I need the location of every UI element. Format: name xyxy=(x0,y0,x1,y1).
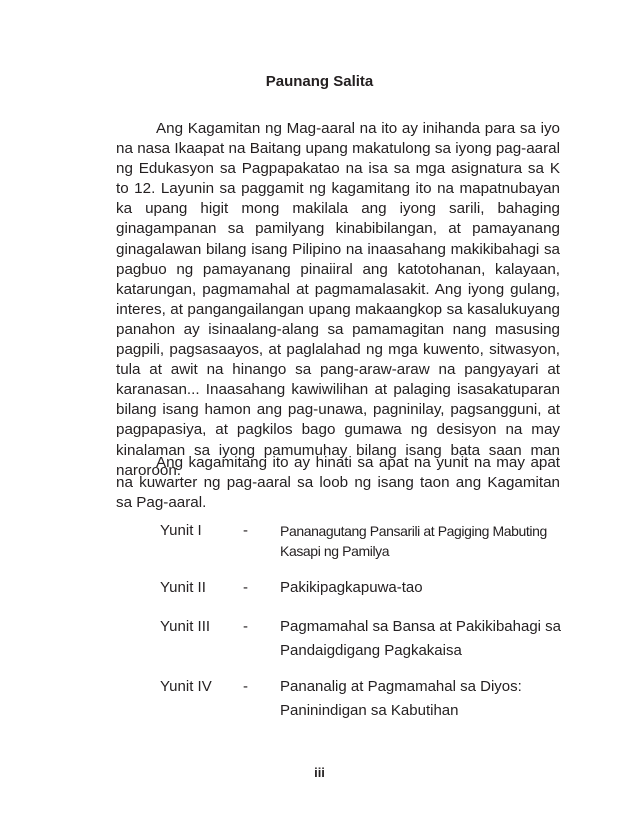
unit-dash: - xyxy=(243,678,248,695)
unit-description: Pananagutang Pansarili at Pagiging Mabuting Kasapi ng Pamilya xyxy=(280,523,547,559)
unit-dash: - xyxy=(243,522,248,539)
unit-name: Yunit IV xyxy=(160,678,212,695)
paragraph-text: Ang kagamitang ito ay hinati sa apat na yunit na may apat na kuwarter ng pag-aaral sa loob ng isang taon ang Kagamitan sa Pag-aaral. xyxy=(116,454,560,512)
unit-name: Yunit I xyxy=(160,522,202,539)
unit-description: Pananalig at Pagmamahal sa Diyos: Paninindigan sa Kabutihan xyxy=(280,678,522,719)
unit-name: Yunit II xyxy=(160,579,206,596)
foreword-paragraph-1 xyxy=(116,119,560,481)
page-title: Paunang Salita xyxy=(265,73,374,90)
paragraph-text: Ang Kagamitan ng Mag-aaral na ito ay inihanda para sa iyo na nasa Ikaapat na Baitang upang makatulong sa iyong pag-aaral ng Edukasyon sa Pagpapakatao na isa sa mga asignatura sa K to 12. Layunin sa paggamit ng kagamitang ito na mapatnubayan ka upang higit mong makilala ang iyong sarili, bahaging ginagampanan sa pamilyang kinabibilangan, at pamayanang ginagalawan bilang isang Pilipino na inaasahang makikibahagi sa pagbuo ng pamayanang pinaiiral ang katotohanan, kalayaan, katarungan, pagmamahal at pagmamalasakit. Ang iyong gulang, interes, at pangangailangan upang makaangkop sa kasalukuyang panahon ay isinaalang-alang sa pamamagitan nang masusing pagpili, pagsasaayos, at paglalahad ng mga kuwento, sitwasyon, tula at awit na hinango sa pang-araw-araw na pangyayari at karanasan... Inaasahang kawiwilihan at palaging isasakatuparan bilang isang hamon ang pag-unawa, pagninilay, pagsangguni, at pagpapasiya, at pagkilos bago gumawa ng desisyon na may kinalaman sa iyong pamumuhay bilang isang bata saan man naroroon. xyxy=(116,120,560,479)
unit-dash: - xyxy=(243,618,248,635)
page-number: iii xyxy=(314,765,325,780)
unit-dash: - xyxy=(243,579,248,596)
unit-description: Pagmamahal sa Bansa at Pakikibahagi sa Pandaigdigang Pagkakaisa xyxy=(280,618,562,659)
unit-description: Pakikipagkapuwa-tao xyxy=(280,579,423,596)
foreword-paragraph-2 xyxy=(116,453,560,513)
unit-name: Yunit III xyxy=(160,618,211,635)
